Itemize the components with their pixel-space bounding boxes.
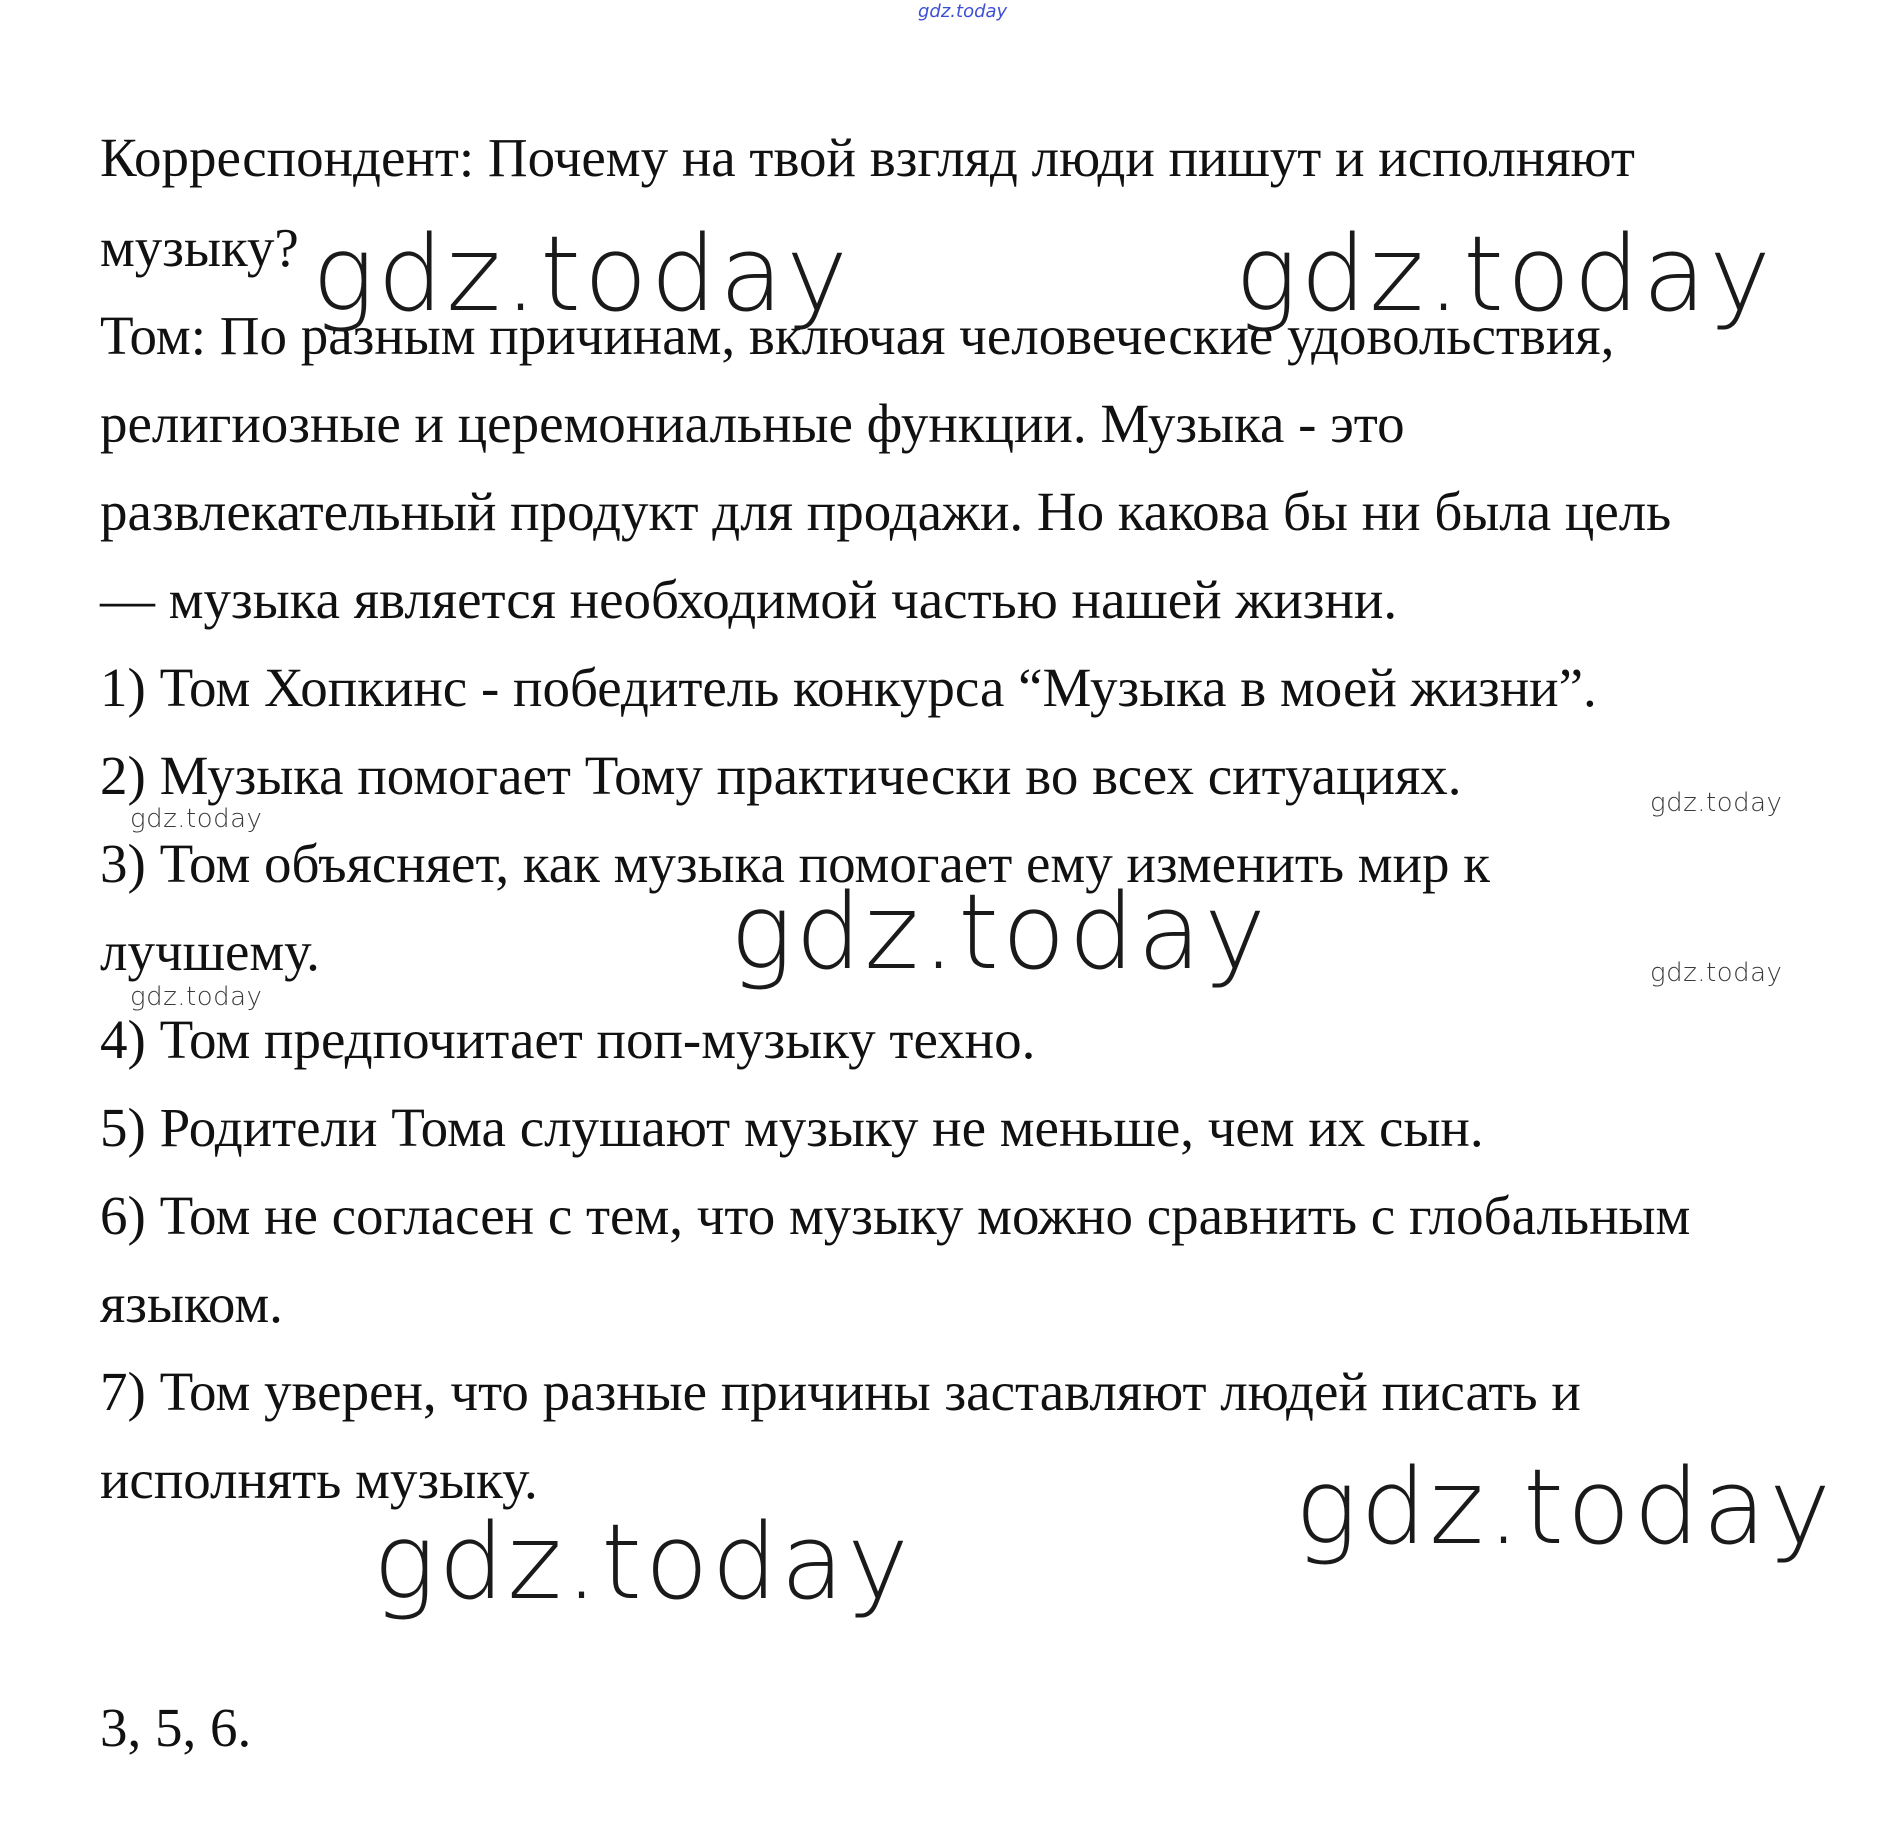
watermark-small-3: gdz.today [130, 982, 263, 1012]
answer-line-2: религиозные и церемониальные функции. Музыка - это [100, 393, 1405, 454]
watermark-top: gdz.today [918, 1, 1008, 22]
statement-7-line-2: исполнять музыку. [100, 1449, 538, 1510]
question-line-2: музыку? [100, 217, 299, 278]
watermark-large-5: gdz.today [373, 1501, 912, 1623]
statement-2: 2) Музыка помогает Тому практически во всех ситуациях. [100, 745, 1462, 806]
answer-line-1: Том: По разным причинам, включая человеческие удовольствия, [100, 305, 1615, 366]
statement-6-line-1: 6) Том не согласен с тем, что музыку можно сравнить с глобальным [100, 1185, 1691, 1246]
statement-3-line-1: 3) Том объясняет, как музыка помогает ему изменить мир к [100, 833, 1491, 894]
watermark-small-1: gdz.today [130, 804, 263, 834]
statement-6-line-2: языком. [100, 1273, 283, 1334]
watermark-large-4: gdz.today [1295, 1446, 1834, 1568]
watermark-small-2: gdz.today [1650, 788, 1783, 818]
statement-5: 5) Родители Тома слушают музыку не меньше, чем их сын. [100, 1097, 1484, 1158]
answer-line-4: — музыка является необходимой частью нашей жизни. [100, 569, 1398, 630]
statement-3-line-2: лучшему. [100, 921, 320, 982]
statement-1: 1) Том Хопкинс - победитель конкурса “Музыка в моей жизни”. [100, 657, 1597, 718]
watermark-large-3: gdz.today [730, 871, 1269, 993]
statement-4: 4) Том предпочитает поп-музыку техно. [100, 1009, 1036, 1070]
watermark-small-4: gdz.today [1650, 958, 1783, 988]
statement-7-line-1: 7) Том уверен, что разные причины заставляют людей писать и [100, 1361, 1581, 1422]
watermark-large-2: gdz.today [1235, 213, 1774, 335]
watermark-large-1: gdz.today [312, 213, 851, 335]
final-answer: 3, 5, 6. [100, 1697, 252, 1758]
answer-line-3: развлекательный продукт для продажи. Но какова бы ни была цель [100, 481, 1672, 542]
question-line-1: Корреспондент: Почему на твой взгляд люди пишут и исполняют [100, 127, 1635, 188]
